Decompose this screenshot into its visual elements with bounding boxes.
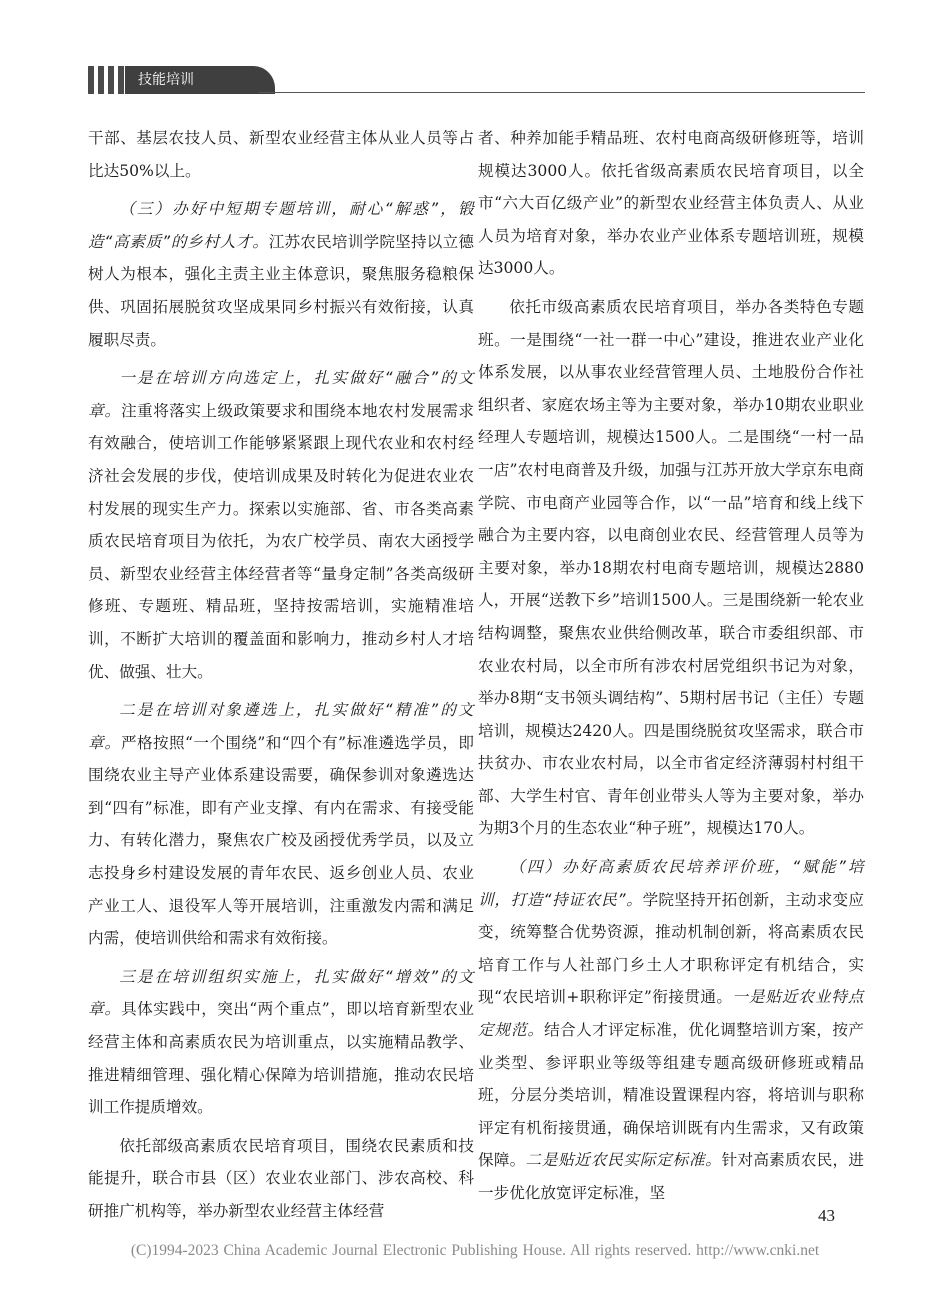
paragraph-text: 针对高素质农民，进一步优化放宽评定标准，坚 xyxy=(478,1151,864,1202)
paragraph-text: 结合人才评定标准，优化调整培训方案，按产业类型、参评职业等级等组建专题高级研修班或精品班，分层分类培训，精准设置课程内容，将培训与职称评定有机衔接贯通，确保培训既有内生需求，又有政策保障。 xyxy=(478,1021,864,1170)
paragraph-text: 严格按照“一个围绕”和“四个有”标准遴选学员，即围绕农业主导产业体系建设需要，确保参训对象遴选达到“四有”标准，即有产业支撑、有内在需求、有接受能力、有转化潜力，聚焦农广校及函授优秀学员，以及立志投身乡村建设发展的青年农民、返乡创业人员、农业产业工人、退役军人等开展培训，注重激发内需和满足内需，使培训供给和需求有效衔接。 xyxy=(88,733,475,948)
header-rule xyxy=(258,92,865,93)
paragraph-text: 注重将落实上级政策要求和围绕本地农村发展需求有效融合，使培训工作能够紧紧跟上现代农业和农村经济社会发展的步伐，使培训成果及时转化为促进农业农村发展的现实生产力。探索以实施部、省、市各类高素质农民培育项目为依托，为农广校学员、南农大函授学员、新型农业经营主体经营者等“量身定制”各类高级研修班、专题班、精品班，坚持按需培训，实施精准培训，不断扩大培训的覆盖面和影响力，推动乡村人才培优、做强、壮大。 xyxy=(88,401,474,681)
header-stripes-decoration xyxy=(88,66,124,94)
paragraph xyxy=(88,694,474,955)
paragraph xyxy=(88,193,474,356)
paragraph xyxy=(478,291,864,845)
paragraph-text: 干部、基层农技人员、新型农业经营主体从业人员等占比达50%以上。 xyxy=(88,129,474,180)
paragraph-text: 具体实践中，突出“两个重点”，即以培育新型农业经营主体和高素质农民为培训重点，以实施精品教学、推进精细管理、强化精心保障为培训措施，推动农民培训工作提质增效。 xyxy=(88,1000,475,1117)
section-heading: （四）办好高素质农民培养评价班，“赋能”培训，打造“持证农民”。 xyxy=(478,858,864,909)
paragraph xyxy=(478,851,864,1210)
point-heading: 二是在培训对象遴选上，扎实做好“精准”的文章。 xyxy=(88,701,474,752)
paragraph xyxy=(88,362,474,688)
copyright-footer: (C)1994-2023 China Academic Journal Electronic Publishing House. All rights reserved. http://www.cnki.net xyxy=(130,1242,820,1259)
paragraph xyxy=(88,961,474,1124)
section-heading: （三）办好中短期专题培训，耐心“解惑”，锻造“高素质”的乡村人才。 xyxy=(88,200,474,251)
paragraph xyxy=(478,122,864,285)
paragraph-text: 依托部级高素质农民培育项目，围绕农民素质和技能提升，联合市县（区）农业农业部门、涉农高校、科研推广机构等，举办新型农业经营主体经营 xyxy=(88,1136,474,1220)
paragraph-text: 依托市级高素质农民培育项目，举办各类特色专题班。一是围绕“一社一群一中心”建设，推进农业产业化体系发展，以从事农业经营管理人员、土地股份合作社组织者、家庭农场主等为主要对象，举办10期农业职业经理人专题培训，规模达1500人。二是围绕“一村一品一店”农村电商普及升级，加强与江苏开放大学京东电商学院、市电商产业园等合作，以“一品”培育和线上线下融合为主要内容，以电商创业农民、经营管理人员等为主要对象，举办18期农村电商专题培训，规模达2880人，开展“送教下乡”培训1500人。三是围绕新一轮农业结构调整，聚焦农业供给侧改革，联合市委组织部、市农业农村局，以全市所有涉农村居党组织书记为对象，举办8期“支书领头调结构”、5期村居书记（主任）专题培训，规模达2420人。四是围绕脱贫攻坚需求，联合市扶贫办、市农业农村局，以全市省定经济薄弱村村组干部、大学生村官、青年创业带头人等为主要对象，举办为期3个月的生态农业“种子班”，规模达170人。 xyxy=(478,297,864,838)
running-header xyxy=(88,66,865,94)
paragraph-text: 者、种养加能手精品班、农村电商高级研修班等，培训规模达3000人。依托省级高素质农民培育项目，以全市“六大百亿级产业”的新型农业经营主体负责人、从业人员为培育对象，举办农业产业体系专题培训班，规模达3000人。 xyxy=(478,129,864,278)
paragraph xyxy=(88,1130,474,1228)
page-number: 43 xyxy=(818,1206,835,1225)
point-heading: 二是贴近农民实际定标准。 xyxy=(525,1151,722,1170)
left-column xyxy=(88,122,474,1234)
point-heading: 一是贴近农业特点定规范。 xyxy=(478,988,865,1040)
paragraph-text: 江苏农民培训学院坚持以立德树人为根本，强化主责主业主体意识，聚焦服务稳粮保供、巩固拓展脱贫攻坚成果同乡村振兴有效衔接，认真履职尽责。 xyxy=(88,232,474,349)
right-column xyxy=(478,122,864,1216)
paragraph xyxy=(88,122,474,187)
point-heading: 三是在培训组织实施上，扎实做好“增效”的文章。 xyxy=(88,967,474,1019)
paragraph-text: 学院坚持开拓创新，主动求变应变，统筹整合优势资源，推动机制创新，将高素质农民培育工作与人社部门乡土人才职称评定有机结合，实现“农民培训+职称评定”衔接贯通。 xyxy=(478,890,864,1007)
point-heading: 一是在培训方向选定上，扎实做好“融合”的文章。 xyxy=(88,369,474,420)
section-tab: 技能培训 xyxy=(125,66,275,94)
